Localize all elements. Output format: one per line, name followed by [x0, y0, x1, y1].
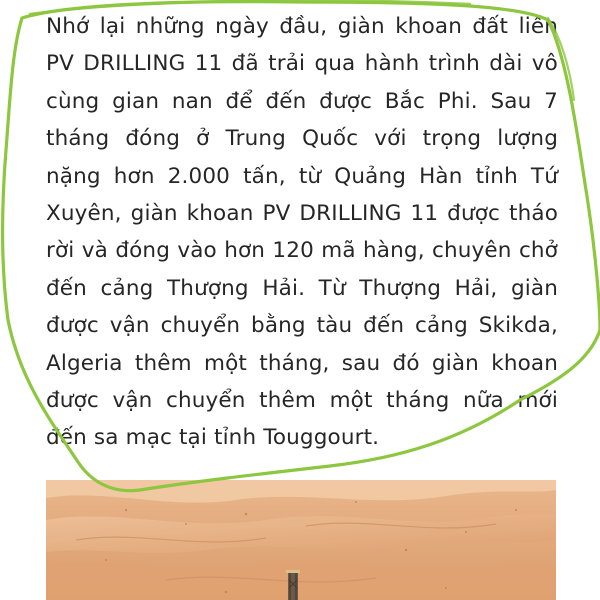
drilling-rig-icon — [286, 570, 300, 600]
article-paragraph — [46, 8, 558, 457]
paragraph-line: Algeria thêm một tháng, sau đó giàn khoan — [46, 350, 558, 376]
paragraph-line: cùng gian nan để đến được Bắc Phi. Sau 7 — [46, 88, 558, 114]
desert-photo — [46, 480, 556, 600]
paragraph-line: rời và đóng vào hơn 120 mã hàng, chuyên chở — [46, 238, 558, 264]
paragraph-line: được vận chuyển bằng tàu đến cảng Skikda, — [46, 313, 558, 339]
paragraph-line: Xuyên, giàn khoan PV DRILLING 11 được tháo — [46, 201, 558, 227]
paragraph-line: PV DRILLING 11 đã trải qua hành trình dài vô — [46, 51, 558, 77]
paragraph-line: được vận chuyển thêm một tháng nữa mới — [46, 388, 558, 414]
desert-dunes-illustration — [46, 480, 556, 600]
paragraph-line: Nhớ lại những ngày đầu, giàn khoan đất liền — [46, 14, 558, 39]
paragraph-line: đến cảng Thượng Hải. Từ Thượng Hải, giàn — [46, 275, 558, 301]
paragraph-line: nặng hơn 2.000 tấn, từ Quảng Hàn tỉnh Tứ — [46, 163, 558, 189]
paragraph-line: đến sa mạc tại tỉnh Touggourt. — [46, 425, 380, 451]
paragraph-line: tháng đóng ở Trung Quốc với trọng lượng — [46, 126, 558, 152]
